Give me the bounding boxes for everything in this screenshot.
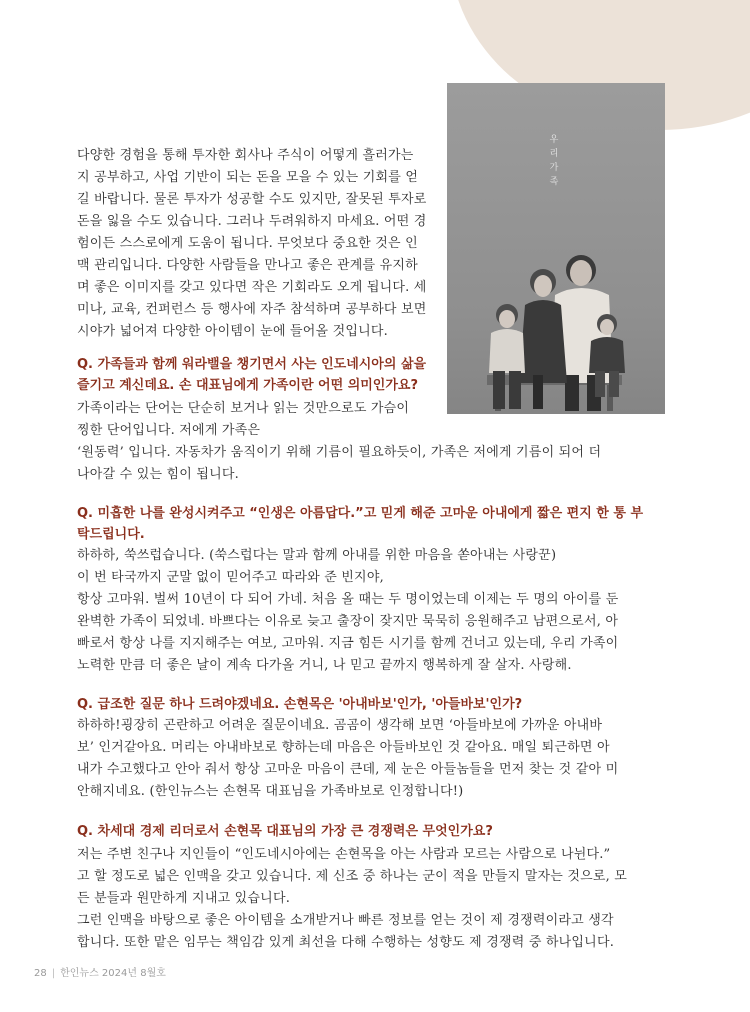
text-line: 길 바랍니다. 물론 투자가 성공할 수도 있지만, 잘못된 투자로 [77,192,427,207]
question-line: Q. 급조한 질문 하나 드려야겠네요. 손현목은 '아내바보'인가, '아들바보'인가? [77,697,523,712]
photo-caption [545,133,565,189]
question-line: Q. 가족들과 함께 워라밸을 챙기면서 사는 인도네시아의 삶을 [77,357,427,372]
photo-caption-char: 우 [549,135,561,145]
answer-2 [77,545,618,677]
text-line: 다양한 경험을 통해 투자한 회사나 주식이 어떻게 흘러가는 [77,148,414,163]
text-line: 안해지네요. (한인뉴스는 손현목 대표님을 가족바보로 인정합니다!) [77,784,464,799]
text-line: 빠로서 항상 나를 지지해주는 여보, 고마워. 지금 힘든 시기를 함께 건너고 있는데, 우리 가족이 [77,636,619,651]
page-footer [34,964,166,979]
question-line: Q. 미흡한 나를 완성시켜주고 “인생은 아름답다.”고 믿게 해준 고마운 아내에게 짧은 편지 한 통 부 [77,506,644,521]
text-line: 찡한 단어입니다. 저에게 가족은 [77,423,261,438]
intro-paragraph [77,145,427,343]
text-line: 하하하, 쑥쓰럽습니다. (쑥스럽다는 말과 함께 아내를 위한 마음을 쏟아내는 사랑꾼) [77,548,557,563]
page-number: 28 [34,968,47,979]
text-line: 든 분들과 원만하게 지내고 있습니다. [77,891,291,906]
text-line: 항상 고마워. 벌써 10년이 다 되어 가네. 처음 올 때는 두 명이었는데 이제는 두 명의 아이를 둔 [77,592,619,607]
family-photo [447,83,665,414]
text-line: 그런 인맥을 바탕으로 좋은 아이템을 소개받거나 빠른 정보를 얻는 것이 제 경쟁력이라고 생각 [77,913,614,928]
text-line: 지 공부하고, 사업 기반이 되는 돈을 모을 수 있는 기회를 얻 [77,170,419,185]
answer-4 [77,844,627,954]
text-line: 며 좋은 이미지를 갖고 있다면 작은 기회라도 오게 됩니다. 세 [77,280,427,295]
text-line: 시야가 넓어져 다양한 아이템이 눈에 들어올 것입니다. [77,324,389,339]
text-line: 보’ 인거같아요. 머리는 아내바보로 향하는데 마음은 아들바보인 것 같아요. 매일 퇴근하면 아 [77,740,610,755]
photo-caption-char: 족 [549,177,561,187]
question-3 [77,694,522,715]
footer-separator: | [51,968,56,979]
answer-3 [77,715,618,803]
text-line: 험이든 스스로에게 도움이 됩니다. 무엇보다 중요한 것은 인 [77,236,418,251]
question-2 [77,503,643,545]
text-line: ‘원동력’ 입니다. 자동차가 움직이기 위해 기름이 필요하듯이, 가족은 저에게 기름이 되어 더 [77,445,602,460]
text-line: 고 할 정도로 넓은 인맥을 갖고 있습니다. 제 신조 중 하나는 군이 적을 만들지 말자는 것으로, 모 [77,869,628,884]
text-line: 맥 관리입니다. 다양한 사람들을 만나고 좋은 관계를 유지하 [77,258,418,273]
photo-caption-char: 가 [549,163,561,173]
text-line: 내가 수고했다고 안아 줘서 항상 고마운 마음이 큰데, 제 눈은 아들놈들을 먼저 찾는 것 같아 미 [77,762,619,777]
text-line: 완벽한 가족이 되었네. 바쁘다는 이유로 늦고 출장이 잦지만 묵묵히 응원해주고 남편으로서, 아 [77,614,619,629]
answer-1 [77,398,601,486]
text-line: 저는 주변 친구나 지인들이 “인도네시아에는 손현목을 아는 사람과 모르는 사람으로 나뉜다.” [77,847,611,862]
text-line: 노력한 만큼 더 좋은 날이 계속 다가올 거니, 나 믿고 끝까지 행복하게 잘 살자. 사랑해. [77,658,572,673]
question-1 [77,354,426,396]
issue-label: 한인뉴스 2024년 8월호 [60,968,166,979]
text-line: 나아갈 수 있는 힘이 됩니다. [77,467,239,482]
text-line: 하하하!굉장히 곤란하고 어려운 질문이네요. 곰곰이 생각해 보면 ‘아들바보에 가까운 아내바 [77,718,603,733]
text-line: 합니다. 또한 맡은 임무는 책임감 있게 최선을 다해 수행하는 성향도 제 경쟁력 중 하나입니다. [77,935,615,950]
question-4 [77,821,493,842]
question-line: 즐기고 계신데요. 손 대표님에게 가족이란 어떤 의미인가요? [77,378,419,393]
question-line: Q. 차세대 경제 리더로서 손현목 대표님의 가장 큰 경쟁력은 무엇인가요? [77,824,493,839]
text-line: 돈을 잃을 수도 있습니다. 그러나 두려워하지 마세요. 어떤 경 [77,214,427,229]
text-line: 가족이라는 단어는 단순히 보거나 읽는 것만으로도 가슴이 [77,401,410,416]
photo-caption-char: 리 [549,149,561,159]
text-line: 미나, 교육, 컨퍼런스 등 행사에 자주 참석하며 공부하다 보면 [77,302,427,317]
question-line: 탁드립니다. [77,527,145,542]
text-line: 이 번 타국까지 군말 없이 믿어주고 따라와 준 빈지야, [77,570,384,585]
